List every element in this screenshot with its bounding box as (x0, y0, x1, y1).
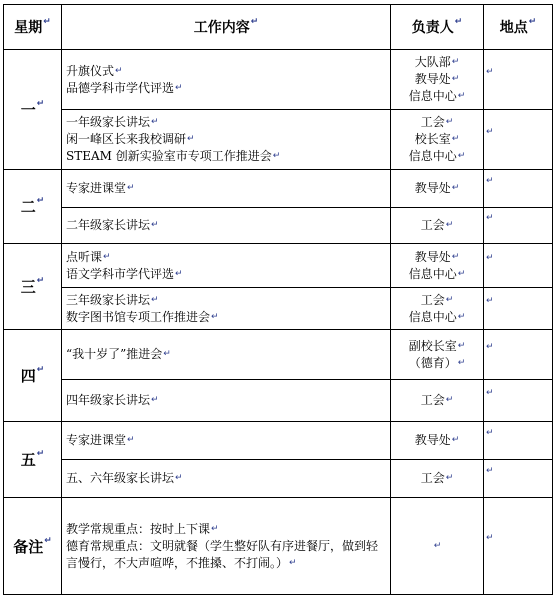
remark-place: ↵ (484, 498, 553, 595)
friday-place-a: ↵ (484, 422, 553, 460)
monday-row-b (4, 110, 553, 170)
friday-content-a: 专家进课堂↵ (62, 422, 391, 460)
monday-content-b: 一年级家长讲坛↵ 闲一峰区长来我校调研↵ STEAM 创新实验室市专项工作推进会↵ (62, 110, 391, 170)
wednesday-owner-b: 工会↵ 信息中心↵ (391, 288, 484, 330)
thursday-row-b (4, 380, 553, 422)
wednesday-place-a: ↵ (484, 244, 553, 288)
day-monday: 一↵ (4, 50, 62, 170)
day-thursday: 四↵ (4, 330, 62, 422)
weekly-schedule-table (3, 4, 553, 595)
friday-row-a (4, 422, 553, 460)
tuesday-row-a (4, 170, 553, 208)
tuesday-place-a: ↵ (484, 170, 553, 208)
remark-content: 教学常规重点：按时上下课↵ 德育常规重点：文明就餐（学生整好队有序进餐厅，做到轻言慢行，不大声喧哗，不推搡、不打闹。）↵ (62, 498, 391, 595)
thursday-row-a (4, 330, 553, 380)
content-line: 品德学科市学代评选↵ (66, 80, 183, 95)
monday-row-a (4, 50, 553, 110)
thursday-owner-a: 副校长室↵ （德育）↵ (391, 330, 484, 380)
wednesday-content-b: 三年级家长讲坛↵ 数字图书馆专项工作推进会↵ (62, 288, 391, 330)
tuesday-owner-a: 教导处↵ (391, 170, 484, 208)
thursday-content-b: 四年级家长讲坛↵ (62, 380, 391, 422)
thursday-place-a: ↵ (484, 330, 553, 380)
day-tuesday: 二↵ (4, 170, 62, 244)
thursday-owner-b: 工会↵ (391, 380, 484, 422)
content-line: 升旗仪式↵ (66, 63, 123, 78)
wednesday-row-a (4, 244, 553, 288)
monday-owner-a: 大队部↵ 教导处↵ 信息中心↵ (391, 50, 484, 110)
remark-row (4, 498, 553, 595)
tuesday-owner-b: 工会↵ (391, 208, 484, 244)
header-day: 星期↵ (4, 5, 62, 50)
friday-owner-a: 教导处↵ (391, 422, 484, 460)
friday-place-b: ↵ (484, 460, 553, 498)
thursday-place-b: ↵ (484, 380, 553, 422)
header-place: 地点↵ (484, 5, 553, 50)
monday-place-b: ↵ (484, 110, 553, 170)
friday-row-b (4, 460, 553, 498)
day-wednesday: 三↵ (4, 244, 62, 330)
tuesday-content-b: 二年级家长讲坛↵ (62, 208, 391, 244)
thursday-content-a: “我十岁了”推进会↵ (62, 330, 391, 380)
wednesday-place-b: ↵ (484, 288, 553, 330)
header-owner: 负责人↵ (391, 5, 484, 50)
header-row (4, 5, 553, 50)
friday-owner-b: 工会↵ (391, 460, 484, 498)
tuesday-place-b: ↵ (484, 208, 553, 244)
tuesday-content-a: 专家进课堂↵ (62, 170, 391, 208)
monday-content-a (62, 50, 391, 110)
wednesday-content-a: 点听课↵ 语文学科市学代评选↵ (62, 244, 391, 288)
tuesday-row-b (4, 208, 553, 244)
wednesday-row-b (4, 288, 553, 330)
monday-place-a: ↵ (484, 50, 553, 110)
monday-owner-b: 工会↵ 校长室↵ 信息中心↵ (391, 110, 484, 170)
friday-content-b: 五、六年级家长讲坛↵ (62, 460, 391, 498)
day-friday: 五↵ (4, 422, 62, 498)
remark-owner: ↵ (391, 498, 484, 595)
day-remark: 备注↵ (4, 498, 62, 595)
wednesday-owner-a: 教导处↵ 信息中心↵ (391, 244, 484, 288)
header-content: 工作内容↵ (62, 5, 391, 50)
